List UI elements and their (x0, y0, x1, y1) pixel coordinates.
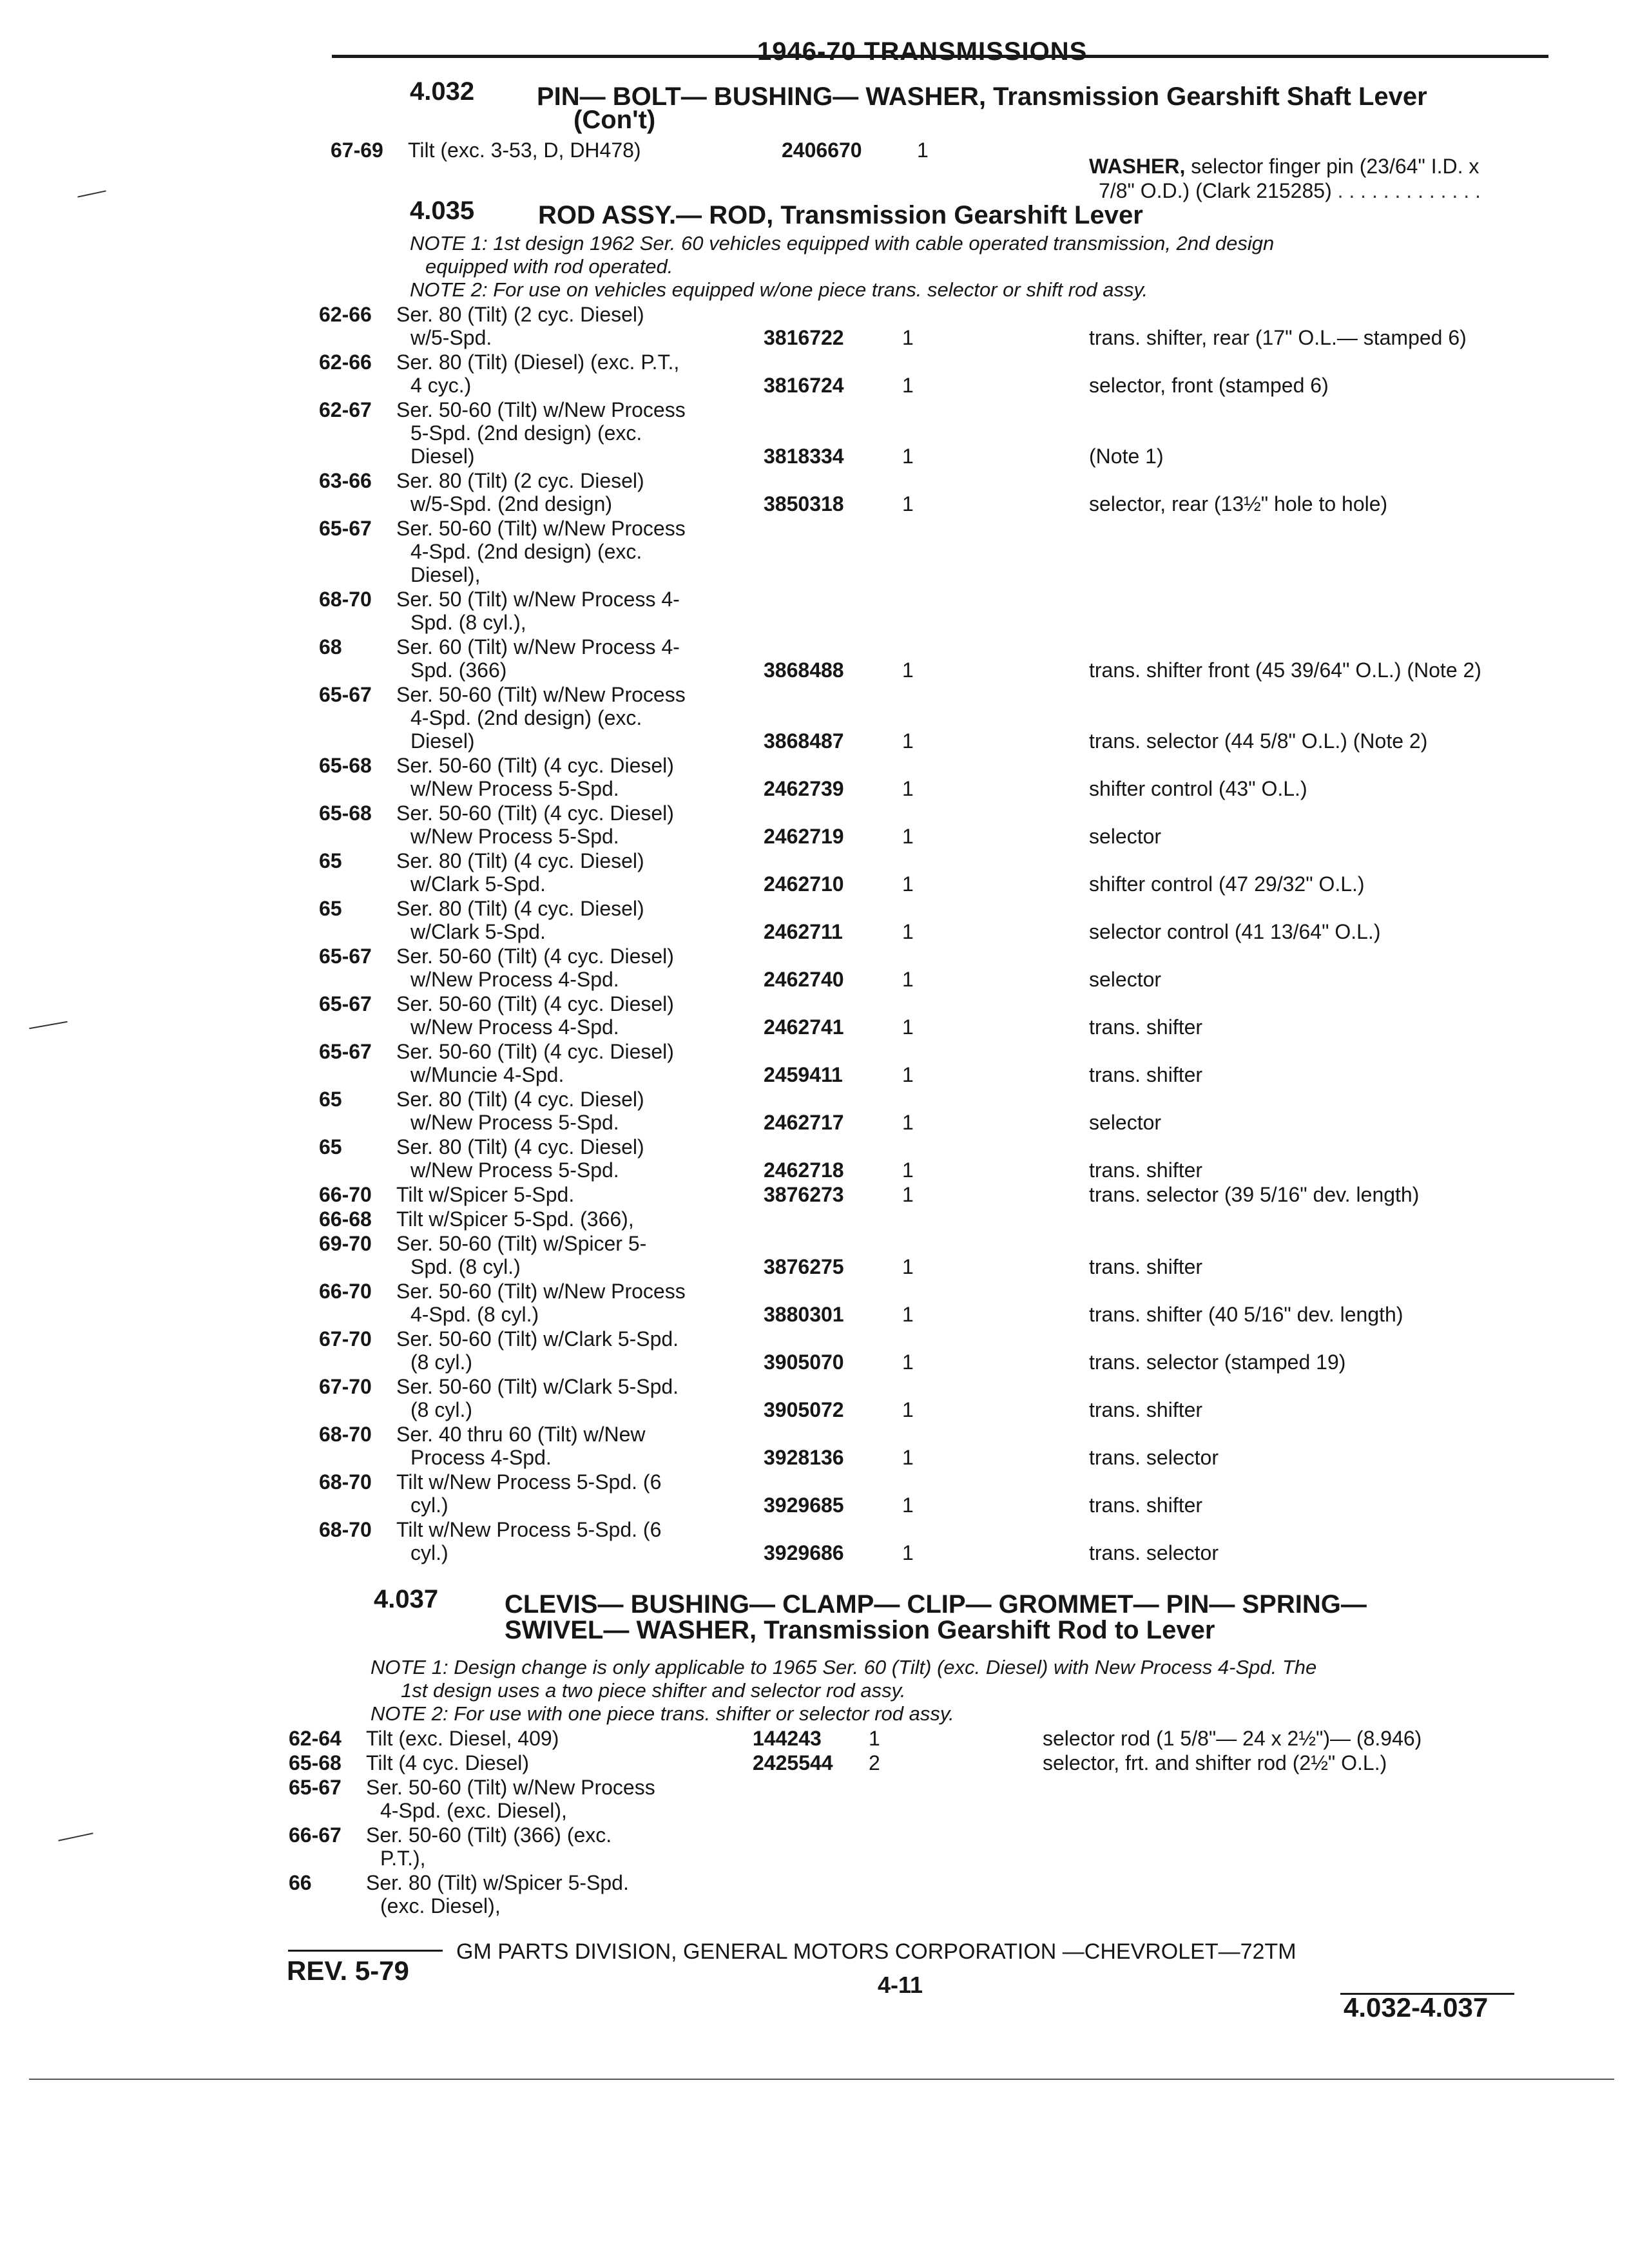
row-years: 65 (319, 1135, 342, 1158)
row-application: w/Clark 5-Spd. (410, 920, 546, 943)
row-application: Ser. 80 (Tilt) (4 cyc. Diesel) (396, 1088, 644, 1111)
row-part-number: 2462740 (764, 968, 844, 991)
row-quantity: 1 (902, 374, 914, 397)
row-part-number: 3876275 (764, 1255, 844, 1278)
row-application: w/Clark 5-Spd. (410, 872, 546, 896)
row-years: 68-70 (319, 1470, 372, 1494)
row-application: w/Muncie 4-Spd. (410, 1063, 564, 1086)
row-part-name: trans. shifter (1089, 1063, 1203, 1086)
row-quantity: 1 (902, 968, 914, 991)
row-application: 4-Spd. (2nd design) (exc. (410, 540, 642, 563)
row-quantity: 1 (902, 729, 914, 753)
row-part-number: 3929686 (764, 1541, 844, 1564)
row-application: Spd. (8 cyl.), (410, 611, 526, 634)
section-4035-note1-cont: equipped with rod operated. (425, 255, 673, 278)
row-years: 65 (319, 849, 342, 872)
row-application: Diesel) (410, 729, 475, 753)
section-4037-note2: NOTE 2: For use with one piece trans. shifter or selector rod assy. (371, 1702, 954, 1725)
row-years: 65 (319, 1088, 342, 1111)
row-application: (exc. Diesel), (380, 1894, 501, 1917)
row-part-number: 3868487 (764, 729, 844, 753)
row-quantity: 1 (902, 1541, 914, 1564)
row-years: 65-67 (319, 517, 372, 540)
row-application: P.T.), (380, 1847, 426, 1870)
row-part-number: 2462717 (764, 1111, 844, 1134)
row-part-name: trans. shifter front (45 39/64" O.L.) (Note 2) (1089, 658, 1481, 682)
row-application: Tilt (4 cyc. Diesel) (366, 1751, 530, 1774)
row-application: Diesel), (410, 563, 481, 586)
row-part-name: selector rod (1 5/8"— 24 x 2½")— (8.946) (1043, 1727, 1422, 1750)
row-quantity: 1 (902, 872, 914, 896)
row-application: 4-Spd. (8 cyl.) (410, 1303, 539, 1326)
row-application: Spd. (366) (410, 658, 507, 682)
row-quantity: 2 (869, 1751, 880, 1774)
row-part-number: 3876273 (764, 1183, 844, 1206)
row-part-name: trans. selector (1089, 1446, 1219, 1469)
row-quantity: 1 (902, 1350, 914, 1374)
row-application: Ser. 50-60 (Tilt) (4 cyc. Diesel) (396, 992, 674, 1015)
row-part-name: trans. selector (39 5/16" dev. length) (1089, 1183, 1420, 1206)
row-years: 65-67 (289, 1776, 342, 1799)
row-application: Ser. 50-60 (Tilt) w/Clark 5-Spd. (396, 1327, 679, 1350)
row-years: 66-70 (319, 1280, 372, 1303)
margin-mark (58, 1832, 93, 1841)
section-4037-note1-cont: 1st design uses a two piece shifter and selector rod assy. (401, 1679, 906, 1702)
row-part-name: selector control (41 13/64" O.L.) (1089, 920, 1381, 943)
row-part-number: 144243 (753, 1727, 822, 1750)
section-4032-title: PIN— BOLT— BUSHING— WASHER, Transmission Gearshift Shaft Lever (537, 82, 1427, 111)
row-application: Ser. 50 (Tilt) w/New Process 4- (396, 588, 680, 611)
footer-corporation: GM PARTS DIVISION, GENERAL MOTORS CORPORATION —CHEVROLET—72TM (456, 1939, 1296, 1964)
row-part-name: shifter control (43" O.L.) (1089, 777, 1307, 800)
part-name-line2: 7/8" O.D.) (Clark 215285) (1099, 179, 1332, 202)
row-years: 67-69 (331, 139, 383, 162)
row-application: Ser. 50-60 (Tilt) (4 cyc. Diesel) (396, 1040, 674, 1063)
row-part-name: selector (1089, 1111, 1162, 1134)
row-years: 65-67 (319, 683, 372, 706)
row-application: Tilt (exc. Diesel, 409) (366, 1727, 559, 1750)
section-4037-number: 4.037 (374, 1585, 439, 1613)
row-application: (8 cyl.) (410, 1350, 472, 1374)
row-application: Tilt w/New Process 5-Spd. (6 (396, 1470, 662, 1494)
row-application: 4-Spd. (2nd design) (exc. (410, 706, 642, 729)
row-part-name: trans. selector (stamped 19) (1089, 1350, 1346, 1374)
row-application: 5-Spd. (2nd design) (exc. (410, 421, 642, 445)
row-part-name: selector, frt. and shifter rod (2½" O.L.) (1043, 1751, 1387, 1774)
row-quantity: 1 (902, 1015, 914, 1039)
row-application: (8 cyl.) (410, 1398, 472, 1421)
row-part-number: 2406670 (782, 139, 862, 162)
row-quantity: 1 (902, 777, 914, 800)
row-quantity: 1 (902, 920, 914, 943)
row-application: Spd. (8 cyl.) (410, 1255, 521, 1278)
row-application: w/New Process 5-Spd. (410, 825, 619, 848)
row-part-name: selector (1089, 825, 1162, 848)
row-years: 65-68 (319, 802, 372, 825)
row-years: 65-67 (319, 1040, 372, 1063)
row-years: 67-70 (319, 1375, 372, 1398)
row-part-number: 3905072 (764, 1398, 844, 1421)
row-years: 66-67 (289, 1823, 342, 1847)
row-application: Ser. 80 (Tilt) (Diesel) (exc. P.T., (396, 351, 680, 374)
row-quantity: 1 (869, 1727, 880, 1750)
row-part-name: shifter control (47 29/32" O.L.) (1089, 872, 1365, 896)
section-4035-note2: NOTE 2: For use on vehicles equipped w/one piece trans. selector or shift rod assy. (410, 278, 1148, 301)
row-part-number: 2425544 (753, 1751, 833, 1774)
section-4037-note1: NOTE 1: Design change is only applicable to 1965 Ser. 60 (Tilt) (exc. Diesel) with New Process 4-Spd. The (371, 1656, 1317, 1678)
margin-mark (29, 1021, 67, 1029)
section-4032-part-name-2: 7/8" O.D.) (Clark 215285) . . . . . . . . . . . . . (1099, 179, 1481, 202)
section-4032-number: 4.032 (410, 77, 475, 106)
row-years: 65-68 (289, 1751, 342, 1774)
row-years: 68-70 (319, 1423, 372, 1446)
margin-mark (77, 190, 106, 197)
part-name-line1: selector finger pin (23/64" I.D. x (1185, 155, 1480, 178)
row-application: Ser. 80 (Tilt) (4 cyc. Diesel) (396, 897, 644, 920)
row-part-name: trans. shifter (1089, 1158, 1203, 1182)
row-years: 62-66 (319, 351, 372, 374)
row-years: 66-68 (319, 1207, 372, 1231)
row-application: w/New Process 5-Spd. (410, 1158, 619, 1182)
row-application: Ser. 50-60 (Tilt) (4 cyc. Diesel) (396, 802, 674, 825)
row-part-name: trans. shifter (1089, 1255, 1203, 1278)
row-quantity: 1 (902, 1303, 914, 1326)
row-application: w/5-Spd. (410, 326, 492, 349)
row-quantity: 1 (902, 1111, 914, 1134)
row-part-name: (Note 1) (1089, 445, 1164, 468)
row-years: 65-68 (319, 754, 372, 777)
row-years: 62-66 (319, 303, 372, 326)
row-part-name: trans. selector (44 5/8" O.L.) (Note 2) (1089, 729, 1428, 753)
row-years: 68-70 (319, 1518, 372, 1541)
row-part-number: 3928136 (764, 1446, 844, 1469)
row-application: Tilt w/Spicer 5-Spd. (366), (396, 1207, 634, 1231)
section-4032-title-cont: (Con't) (574, 106, 656, 134)
row-application: Ser. 80 (Tilt) (4 cyc. Diesel) (396, 1135, 644, 1158)
row-application: Ser. 50-60 (Tilt) (4 cyc. Diesel) (396, 945, 674, 968)
part-name-bold: WASHER, (1089, 155, 1186, 178)
row-years: 66 (289, 1871, 312, 1894)
row-years: 67-70 (319, 1327, 372, 1350)
footer-section-range: 4.032-4.037 (1344, 1992, 1489, 2023)
page-header-title: 1946-70 TRANSMISSIONS (757, 37, 1088, 66)
row-application: Ser. 50-60 (Tilt) w/New Process (396, 398, 686, 421)
row-part-number: 3818334 (764, 445, 844, 468)
row-application: w/New Process 5-Spd. (410, 777, 619, 800)
bottom-scan-rule (29, 2079, 1614, 2080)
row-application: Process 4-Spd. (410, 1446, 552, 1469)
row-application: cyl.) (410, 1541, 448, 1564)
row-application: Ser. 80 (Tilt) (2 cyc. Diesel) (396, 469, 644, 492)
section-4032-part-name (1089, 155, 1479, 178)
header-rule (332, 55, 1548, 58)
row-application: Ser. 50-60 (Tilt) w/New Process (396, 517, 686, 540)
row-years: 65-67 (319, 992, 372, 1015)
row-application: Ser. 50-60 (Tilt) (4 cyc. Diesel) (396, 754, 674, 777)
row-part-name: trans. shifter (40 5/16" dev. length) (1089, 1303, 1403, 1326)
row-application: w/New Process 4-Spd. (410, 1015, 619, 1039)
footer-revision: REV. 5-79 (287, 1956, 409, 1986)
row-application: Tilt w/New Process 5-Spd. (6 (396, 1518, 662, 1541)
row-part-number: 3868488 (764, 658, 844, 682)
row-part-name: trans. shifter, rear (17" O.L.— stamped 6) (1089, 326, 1467, 349)
row-application: Tilt w/Spicer 5-Spd. (396, 1183, 575, 1206)
row-quantity: 1 (902, 1183, 914, 1206)
row-application: Ser. 50-60 (Tilt) w/New Process (366, 1776, 655, 1799)
row-application: Ser. 50-60 (Tilt) w/New Process (396, 1280, 686, 1303)
row-application: 4-Spd. (exc. Diesel), (380, 1799, 567, 1822)
row-years: 68-70 (319, 588, 372, 611)
row-part-name: selector, front (stamped 6) (1089, 374, 1329, 397)
row-quantity: 1 (902, 825, 914, 848)
row-part-number: 3880301 (764, 1303, 844, 1326)
row-quantity: 1 (917, 139, 929, 162)
footer-rule-left (288, 1950, 443, 1952)
row-application: Ser. 50-60 (Tilt) w/Clark 5-Spd. (396, 1375, 679, 1398)
row-part-number: 3929685 (764, 1494, 844, 1517)
row-quantity: 1 (902, 445, 914, 468)
row-years: 69-70 (319, 1232, 372, 1255)
row-application: 4 cyc.) (410, 374, 472, 397)
section-4035-title: ROD ASSY.— ROD, Transmission Gearshift Lever (538, 201, 1143, 229)
row-application: w/New Process 4-Spd. (410, 968, 619, 991)
row-part-number: 3905070 (764, 1350, 844, 1374)
row-quantity: 1 (902, 1063, 914, 1086)
row-part-number: 2462718 (764, 1158, 844, 1182)
row-application: Ser. 50-60 (Tilt) (366) (exc. (366, 1823, 612, 1847)
row-years: 66-70 (319, 1183, 372, 1206)
row-years: 62-67 (319, 398, 372, 421)
row-application: Ser. 80 (Tilt) w/Spicer 5-Spd. (366, 1871, 629, 1894)
row-application: Ser. 40 thru 60 (Tilt) w/New (396, 1423, 646, 1446)
row-quantity: 1 (902, 1255, 914, 1278)
row-application: w/5-Spd. (2nd design) (410, 492, 613, 515)
section-4037-title-2: SWIVEL— WASHER, Transmission Gearshift Rod to Lever (505, 1616, 1215, 1644)
row-part-name: selector (1089, 968, 1162, 991)
row-part-number: 2462739 (764, 777, 844, 800)
row-part-number: 2462741 (764, 1015, 844, 1039)
row-quantity: 1 (902, 1494, 914, 1517)
row-quantity: 1 (902, 1398, 914, 1421)
row-years: 62-64 (289, 1727, 342, 1750)
footer-page-number: 4-11 (878, 1972, 923, 1998)
row-application: Ser. 50-60 (Tilt) w/New Process (396, 683, 686, 706)
row-part-number: 3816724 (764, 374, 844, 397)
row-part-name: trans. selector (1089, 1541, 1219, 1564)
row-application: Ser. 60 (Tilt) w/New Process 4- (396, 635, 680, 658)
row-years: 63-66 (319, 469, 372, 492)
row-part-name: trans. shifter (1089, 1015, 1203, 1039)
row-application: w/New Process 5-Spd. (410, 1111, 619, 1134)
row-quantity: 1 (902, 658, 914, 682)
row-years: 65 (319, 897, 342, 920)
row-part-name: trans. shifter (1089, 1398, 1203, 1421)
row-part-number: 2462711 (764, 920, 843, 943)
row-quantity: 1 (902, 326, 914, 349)
row-application: Ser. 80 (Tilt) (2 cyc. Diesel) (396, 303, 644, 326)
row-part-name: selector, rear (13½" hole to hole) (1089, 492, 1388, 515)
row-part-number: 2462719 (764, 825, 844, 848)
section-4035-note1: NOTE 1: 1st design 1962 Ser. 60 vehicles equipped with cable operated transmission, 2nd design (410, 232, 1275, 255)
row-part-number: 2462710 (764, 872, 844, 896)
row-quantity: 1 (902, 1446, 914, 1469)
row-application: cyl.) (410, 1494, 448, 1517)
section-4037-title: CLEVIS— BUSHING— CLAMP— CLIP— GROMMET— PIN— SPRING— (505, 1590, 1367, 1619)
row-years: 65-67 (319, 945, 372, 968)
section-4035-number: 4.035 (410, 197, 475, 225)
row-application: Ser. 80 (Tilt) (4 cyc. Diesel) (396, 849, 644, 872)
row-part-number: 3816722 (764, 326, 844, 349)
row-years: 68 (319, 635, 342, 658)
row-quantity: 1 (902, 1158, 914, 1182)
row-part-number: 2459411 (764, 1063, 843, 1086)
row-application: Tilt (exc. 3-53, D, DH478) (408, 139, 641, 162)
row-application: Diesel) (410, 445, 475, 468)
row-part-name: trans. shifter (1089, 1494, 1203, 1517)
row-quantity: 1 (902, 492, 914, 515)
row-application: Ser. 50-60 (Tilt) w/Spicer 5- (396, 1232, 647, 1255)
row-part-number: 3850318 (764, 492, 844, 515)
